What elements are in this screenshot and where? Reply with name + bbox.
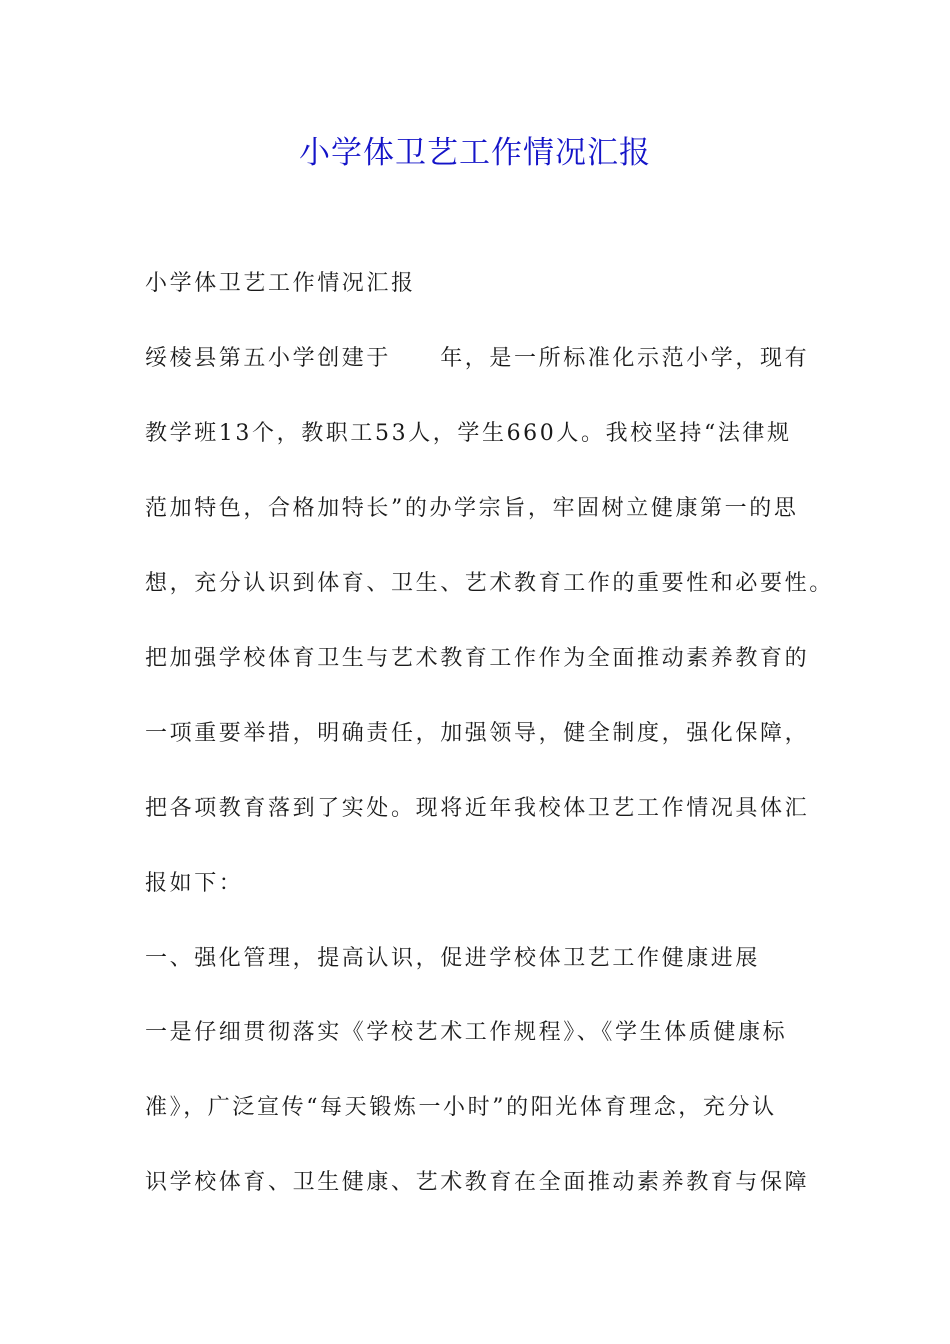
section-heading-1: 一、强化管理，提高认识，促进学校体卫艺工作健康进展 [145, 946, 761, 971]
body-line-13: 识学校体育、卫生健康、艺术教育在全面推动素养教育与保障 [145, 1170, 810, 1195]
body-line-7: 一项重要举措，明确责任，加强领导，健全制度，强化保障， [145, 721, 810, 746]
document-title: 小学体卫艺工作情况汇报 [299, 135, 651, 171]
body-line-9: 报如下： [145, 871, 244, 896]
body-line-8: 把各项教育落到了实处。现将近年我校体卫艺工作情况具体汇 [145, 796, 810, 821]
body-line-2: 绥棱县第五小学创建于 年，是一所标准化示范小学，现有 [145, 346, 810, 371]
body-line-5: 想，充分认识到体育、卫生、艺术教育工作的重要性和必要性。 [145, 571, 834, 596]
body-line-1: 小学体卫艺工作情况汇报 [145, 271, 416, 296]
body-line-12: 准》，广泛宣传“每天锻炼一小时”的阳光体育理念，充分认 [145, 1095, 777, 1120]
body-line-6: 把加强学校体育卫生与艺术教育工作作为全面推动素养教育的 [145, 646, 810, 671]
body-line-3: 教学班13个，教职工53人，学生660人。我校坚持“法律规 [145, 421, 792, 446]
body-line-11: 一是仔细贯彻落实《学校艺术工作规程》、《学生体质健康标 [145, 1020, 788, 1045]
body-line-4: 范加特色，合格加特长”的办学宗旨，牢固树立健康第一的思 [145, 496, 799, 521]
